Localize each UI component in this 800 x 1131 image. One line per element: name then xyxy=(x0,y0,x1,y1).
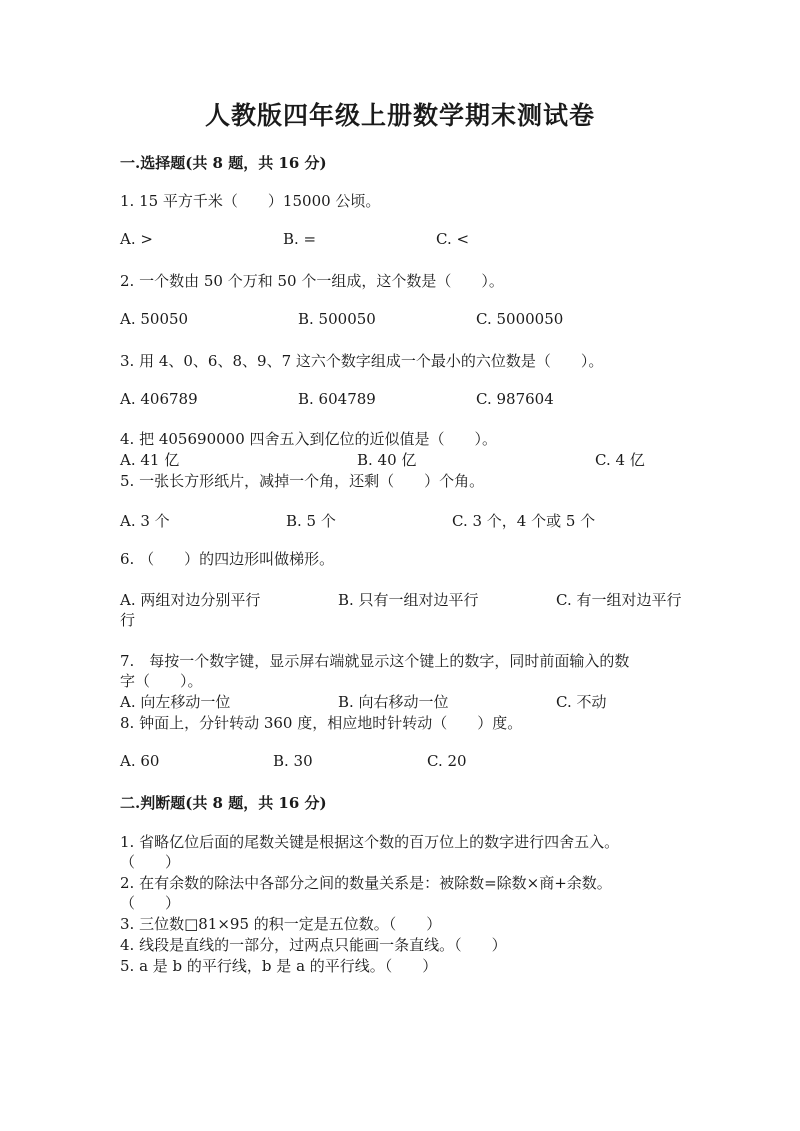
question-1: 1. 15 平方千米（ ）15000 公顷。 xyxy=(120,192,381,210)
q6-option-b: B. 只有一组对边平行 xyxy=(338,591,479,609)
question-7-line1: 7. 每按一个数字键，显示屏右端就显示这个键上的数字，同时前面输入的数 xyxy=(120,652,630,670)
page-title: 人教版四年级上册数学期末测试卷 xyxy=(204,101,595,130)
question-4: 4. 把 405690000 四舍五入到亿位的近似值是（ ）。 xyxy=(120,430,498,448)
judgment-2-blank: （ ） xyxy=(120,894,181,912)
q1-option-c: C. < xyxy=(436,230,470,248)
q7-option-a: A. 向左移动一位 xyxy=(120,693,231,711)
q4-option-c: C. 4 亿 xyxy=(595,451,645,469)
judgment-1: 1. 省略亿位后面的尾数关键是根据这个数的百万位上的数字进行四舍五入。 xyxy=(120,833,620,851)
q4-option-b: B. 40 亿 xyxy=(357,451,417,469)
q8-option-b: B. 30 xyxy=(273,752,313,770)
q7-option-b: B. 向右移动一位 xyxy=(338,693,449,711)
q2-option-a: A. 50050 xyxy=(120,310,189,328)
q8-option-a: A. 60 xyxy=(120,752,160,770)
question-2: 2. 一个数由 50 个万和 50 个一组成，这个数是（ ）。 xyxy=(120,272,504,290)
judgment-3: 3. 三位数□81×95 的积一定是五位数。（ ） xyxy=(120,915,442,933)
q5-option-c: C. 3 个，4 个或 5 个 xyxy=(452,512,596,530)
question-8: 8. 钟面上，分针转动 360 度，相应地时针转动（ ）度。 xyxy=(120,714,523,732)
q8-option-c: C. 20 xyxy=(427,752,467,770)
q6-option-c: C. 有一组对边平行 xyxy=(556,591,682,609)
q5-option-b: B. 5 个 xyxy=(286,512,336,530)
q7-option-c: C. 不动 xyxy=(556,693,607,711)
question-7-line2: 字（ ）。 xyxy=(120,672,203,690)
q3-option-b: B. 604789 xyxy=(298,390,376,408)
q3-option-a: A. 406789 xyxy=(120,390,198,408)
q2-option-c: C. 5000050 xyxy=(476,310,564,328)
q6-option-a: A. 两组对边分别平行 xyxy=(120,591,261,609)
question-6: 6. （ ）的四边形叫做梯形。 xyxy=(120,550,335,568)
judgment-1-blank: （ ） xyxy=(120,853,181,871)
q3-option-c: C. 987604 xyxy=(476,390,554,408)
q1-option-a: A. > xyxy=(120,230,153,248)
judgment-5: 5. a 是 b 的平行线，b 是 a 的平行线。（ ） xyxy=(120,957,438,975)
section-heading-choice: 一.选择题(共 8 题，共 16 分) xyxy=(120,154,327,172)
question-3: 3. 用 4、0、6、8、9、7 这六个数字组成一个最小的六位数是（ ）。 xyxy=(120,352,604,370)
q2-option-b: B. 500050 xyxy=(298,310,376,328)
q1-option-b: B. = xyxy=(283,230,317,248)
judgment-4: 4. 线段是直线的一部分，过两点只能画一条直线。（ ） xyxy=(120,936,507,954)
judgment-2: 2. 在有余数的除法中各部分之间的数量关系是：被除数=除数×商+余数。 xyxy=(120,874,612,892)
question-5: 5. 一张长方形纸片，减掉一个角，还剩（ ）个角。 xyxy=(120,472,485,490)
q4-option-a: A. 41 亿 xyxy=(120,451,180,469)
section-heading-judgment: 二.判断题(共 8 题，共 16 分) xyxy=(120,794,327,812)
q6-option-c-wrap: 行 xyxy=(120,611,136,629)
q5-option-a: A. 3 个 xyxy=(120,512,170,530)
